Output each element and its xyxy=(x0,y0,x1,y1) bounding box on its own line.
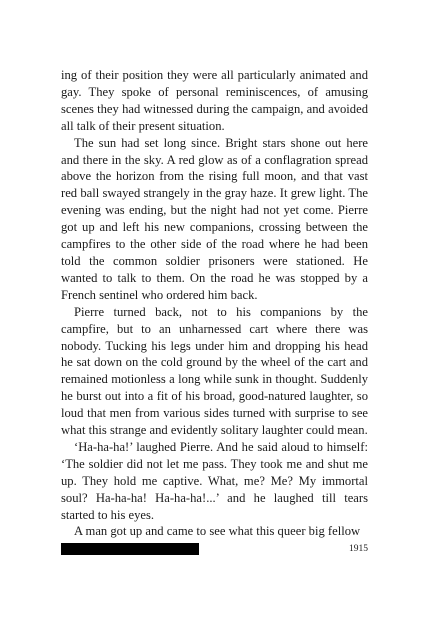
paragraph-4: ‘Ha-ha-ha!’ laughed Pierre. And he said aloud to himself: ‘The soldier did not let me pass. They took me and shut me up. They hold me captive. What, me? Me? My immortal soul? Ha-ha-ha! Ha-ha-ha!...’ and he laughed till tears started to his eyes. xyxy=(61,439,368,522)
redaction-bar xyxy=(61,543,199,555)
page-body xyxy=(61,67,368,540)
paragraph-3: Pierre turned back, not to his companions by the campfire, but to an unharnessed cart where there was nobody. Tucking his legs under him and dropping his head he sat down on the cold ground by the wheel of the cart and remained motionless a long while sunk in thought. Suddenly he burst out into a fit of his broad, good-natured laughter, so loud that men from various sides turned with surprise to see what this strange and evidently solitary laughter could mean. xyxy=(61,304,368,438)
page-number: 1915 xyxy=(349,544,368,554)
paragraph-2: The sun had set long since. Bright stars shone out here and there in the sky. A red glow as of a conflagration spread above the horizon from the rising full moon, and that vast red ball swayed strangely in the gray haze. It grew light. The evening was ending, but the night had not yet come. Pierre got up and left his new companions, crossing between the campfires to the other side of the road where he had been told the common soldier prisoners were stationed. He wanted to talk to them. On the road he was stopped by a French sentinel who ordered him back. xyxy=(61,135,368,302)
paragraph-5: A man got up and came to see what this queer big fellow xyxy=(74,524,361,539)
paragraph-1: ing of their position they were all particularly animated and gay. They spoke of personal reminiscences, of amusing scenes they had witnessed during the campaign, and avoided all talk of their present situation. xyxy=(61,68,368,133)
